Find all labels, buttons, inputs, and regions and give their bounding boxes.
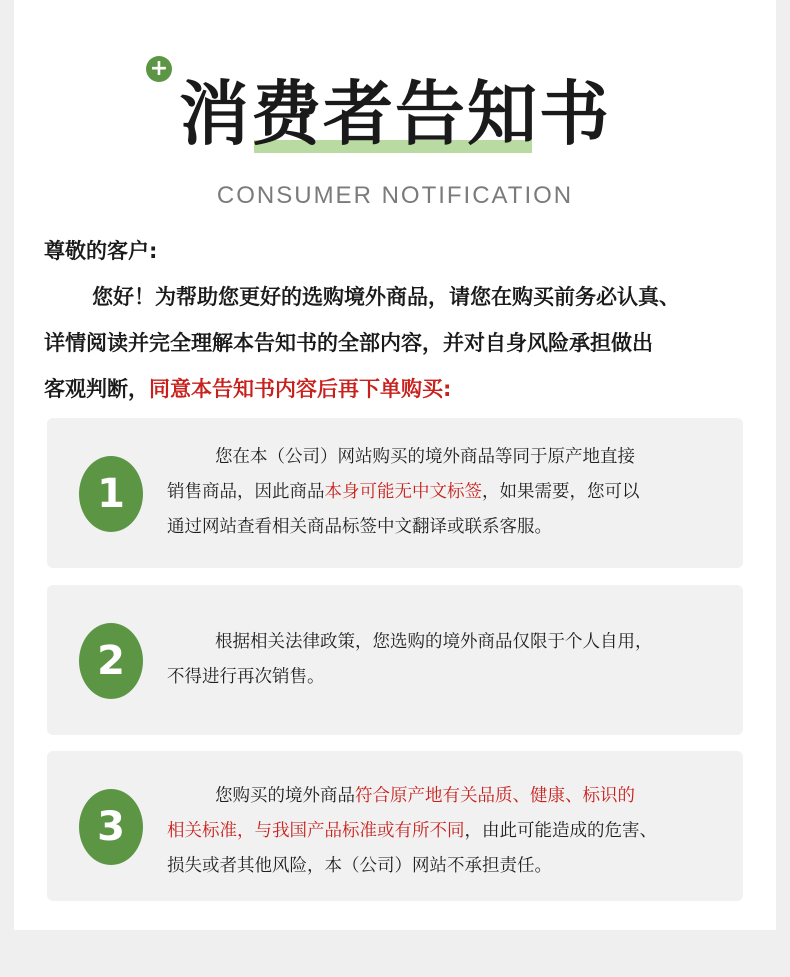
card-3-line-1-a: 您购买的境外商品 [215,786,355,806]
card-3-highlight-1: 符合原产地有关品质、健康、标识的 [355,786,635,806]
card-1-line-2-b: ，如果需要，您可以 [482,482,640,502]
card-number-badge: 1 [79,456,143,532]
intro-line-3 [44,366,764,412]
plus-icon: + [146,56,172,82]
intro-paragraph [44,228,764,412]
intro-line-3-text: 客观判断， [44,377,149,401]
card-1-line-2-a: 销售商品，因此商品 [167,482,325,502]
intro-greeting: 尊敬的客户: [44,239,158,263]
page-title: 消费者告知书 [179,73,611,155]
card-1-highlight: 本身可能无中文标签 [324,482,482,502]
card-3-line-2 [167,814,727,849]
card-3-text [167,779,727,884]
card-1-line-1: 您在本（公司）网站购买的境外商品等同于原产地直接 [215,447,635,467]
card-1-line-3: 通过网站查看相关商品标签中文翻译或联系客服。 [167,517,552,537]
card-1-line-2 [167,475,727,510]
notice-card-1 [47,418,743,568]
card-number-badge: 3 [79,789,143,865]
card-3-highlight-2: 相关标准，与我国产品标准或有所不同 [167,821,465,841]
intro-agreement-text: 同意本告知书内容后再下单购买: [149,377,452,401]
card-3-line-1 [167,779,727,814]
intro-line-2: 详情阅读并完全理解本告知书的全部内容，并对自身风险承担做出 [44,331,653,355]
page-subtitle: CONSUMER NOTIFICATION [216,182,574,209]
notice-card-3 [47,751,743,901]
card-2-text [167,625,727,695]
card-3-line-3: 损失或者其他风险，本（公司）网站不承担责任。 [167,856,552,876]
intro-line-1: 您好！为帮助您更好的选购境外商品，请您在购买前务必认真、 [92,285,680,309]
card-2-line-2: 不得进行再次销售。 [167,667,325,687]
card-number-badge: 2 [79,623,143,699]
card-3-line-2-b: ，由此可能造成的危害、 [464,821,657,841]
card-1-text [167,440,727,545]
notice-card-2 [47,585,743,735]
card-2-line-1: 根据相关法律政策，您选购的境外商品仅限于个人自用， [215,632,653,652]
